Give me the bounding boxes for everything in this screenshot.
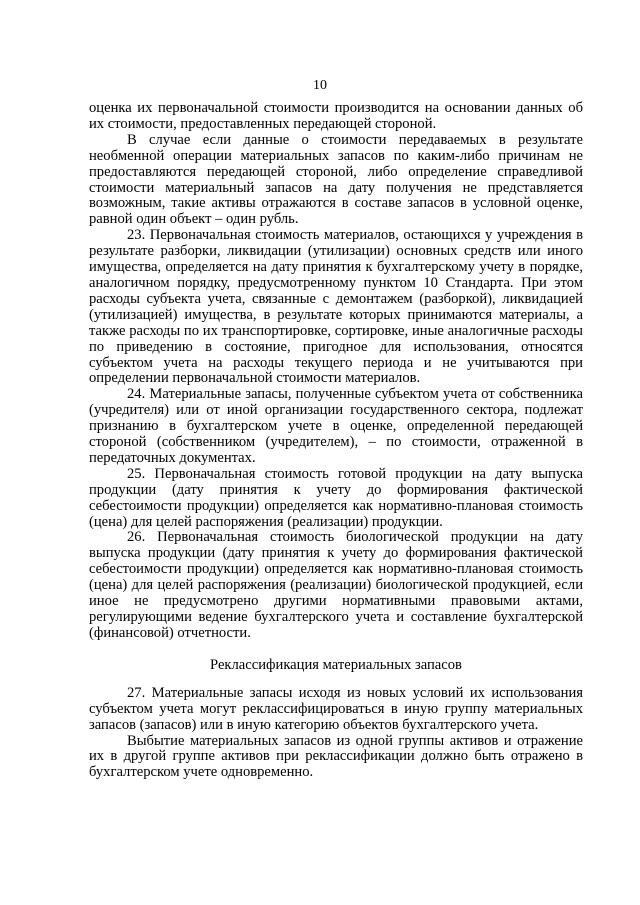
paragraph-conditional-valuation: В случае если данные о стоимости передаваемых в результате необменной операции материальных запасов по каким-либо причинам не предоставляются передающей стороной, либо определение справедливой стоимости материальный запасов на дату получения не представляется возможным, такие активы отражаются в составе запасов в условной оценке, равной один объект – один рубль. (89, 131, 583, 228)
paragraph-item-23: 23. Первоначальная стоимость материалов, остающихся у учреждения в результате разборки, ликвидации (утилизации) основных средств или иного имущества, определяется на дату принятия к бухгалтерскому учету в порядке, аналогичном порядку, предусмотренному пунктом 10 Стандарта. При этом расходы субъекта учета, связанные с демонтажем (разборкой), ликвидацией (утилизацией) имущества, в результате которых принимаются материалы, а также расходы по их транспортировке, сортировке, иные аналогичные расходы по приведению в состояние, пригодное для использования, относятся субъектом учета на расходы текущего периода и не учитываются при определении первоначальной стоимости материалов. (89, 227, 583, 387)
paragraph-item-24: 24. Материальные запасы, полученные субъектом учета от собственника (учредителя) или от иной организации государственного сектора, подлежат признанию в бухгалтерском учете в оценке, определенной передающей стороной (собственником (учредителем), – по стоимости, отраженной в передаточных документах. (89, 386, 583, 466)
paragraph-item-27: 27. Материальные запасы исходя из новых условий их использования субъектом учета могут реклассифицироваться в иную группу материальных запасов (запасов) или в иную категорию объектов бухгалтерского учета. (89, 684, 583, 733)
paragraph-item-26: 26. Первоначальная стоимость биологической продукции на дату выпуска продукции (дату принятия к учету до формирования фактической себестоимости продукции) определяется как нормативно-плановая стоимость (цена) для целей распоряжения (реализации) биологической продукцией, если иное не предусмотрено другими нормативными правовыми актами, регулирующими ведение бухгалтерского учета и составление бухгалтерской (финансовой) отчетности. (89, 529, 583, 641)
section-heading: Реклассификация материальных запасов (210, 656, 462, 673)
paragraph-continuation: оценка их первоначальной стоимости производится на основании данных об их стоимости, предоставленных передающей стороной. (89, 100, 583, 132)
paragraph-item-25: 25. Первоначальная стоимость готовой продукции на дату выпуска продукции (дату принятия к учету до формирования фактической себестоимости продукции) определяется как нормативно-плановая стоимость (цена) для целей распоряжения (реализации) продукции. (89, 465, 583, 530)
body-text (89, 101, 583, 781)
page-number: 10 (313, 78, 327, 93)
paragraph-disposal: Выбытие материальных запасов из одной группы активов и отражение их в другой группе активов при реклассификации должно быть отражено в бухгалтерском учете одновременно. (89, 732, 583, 781)
